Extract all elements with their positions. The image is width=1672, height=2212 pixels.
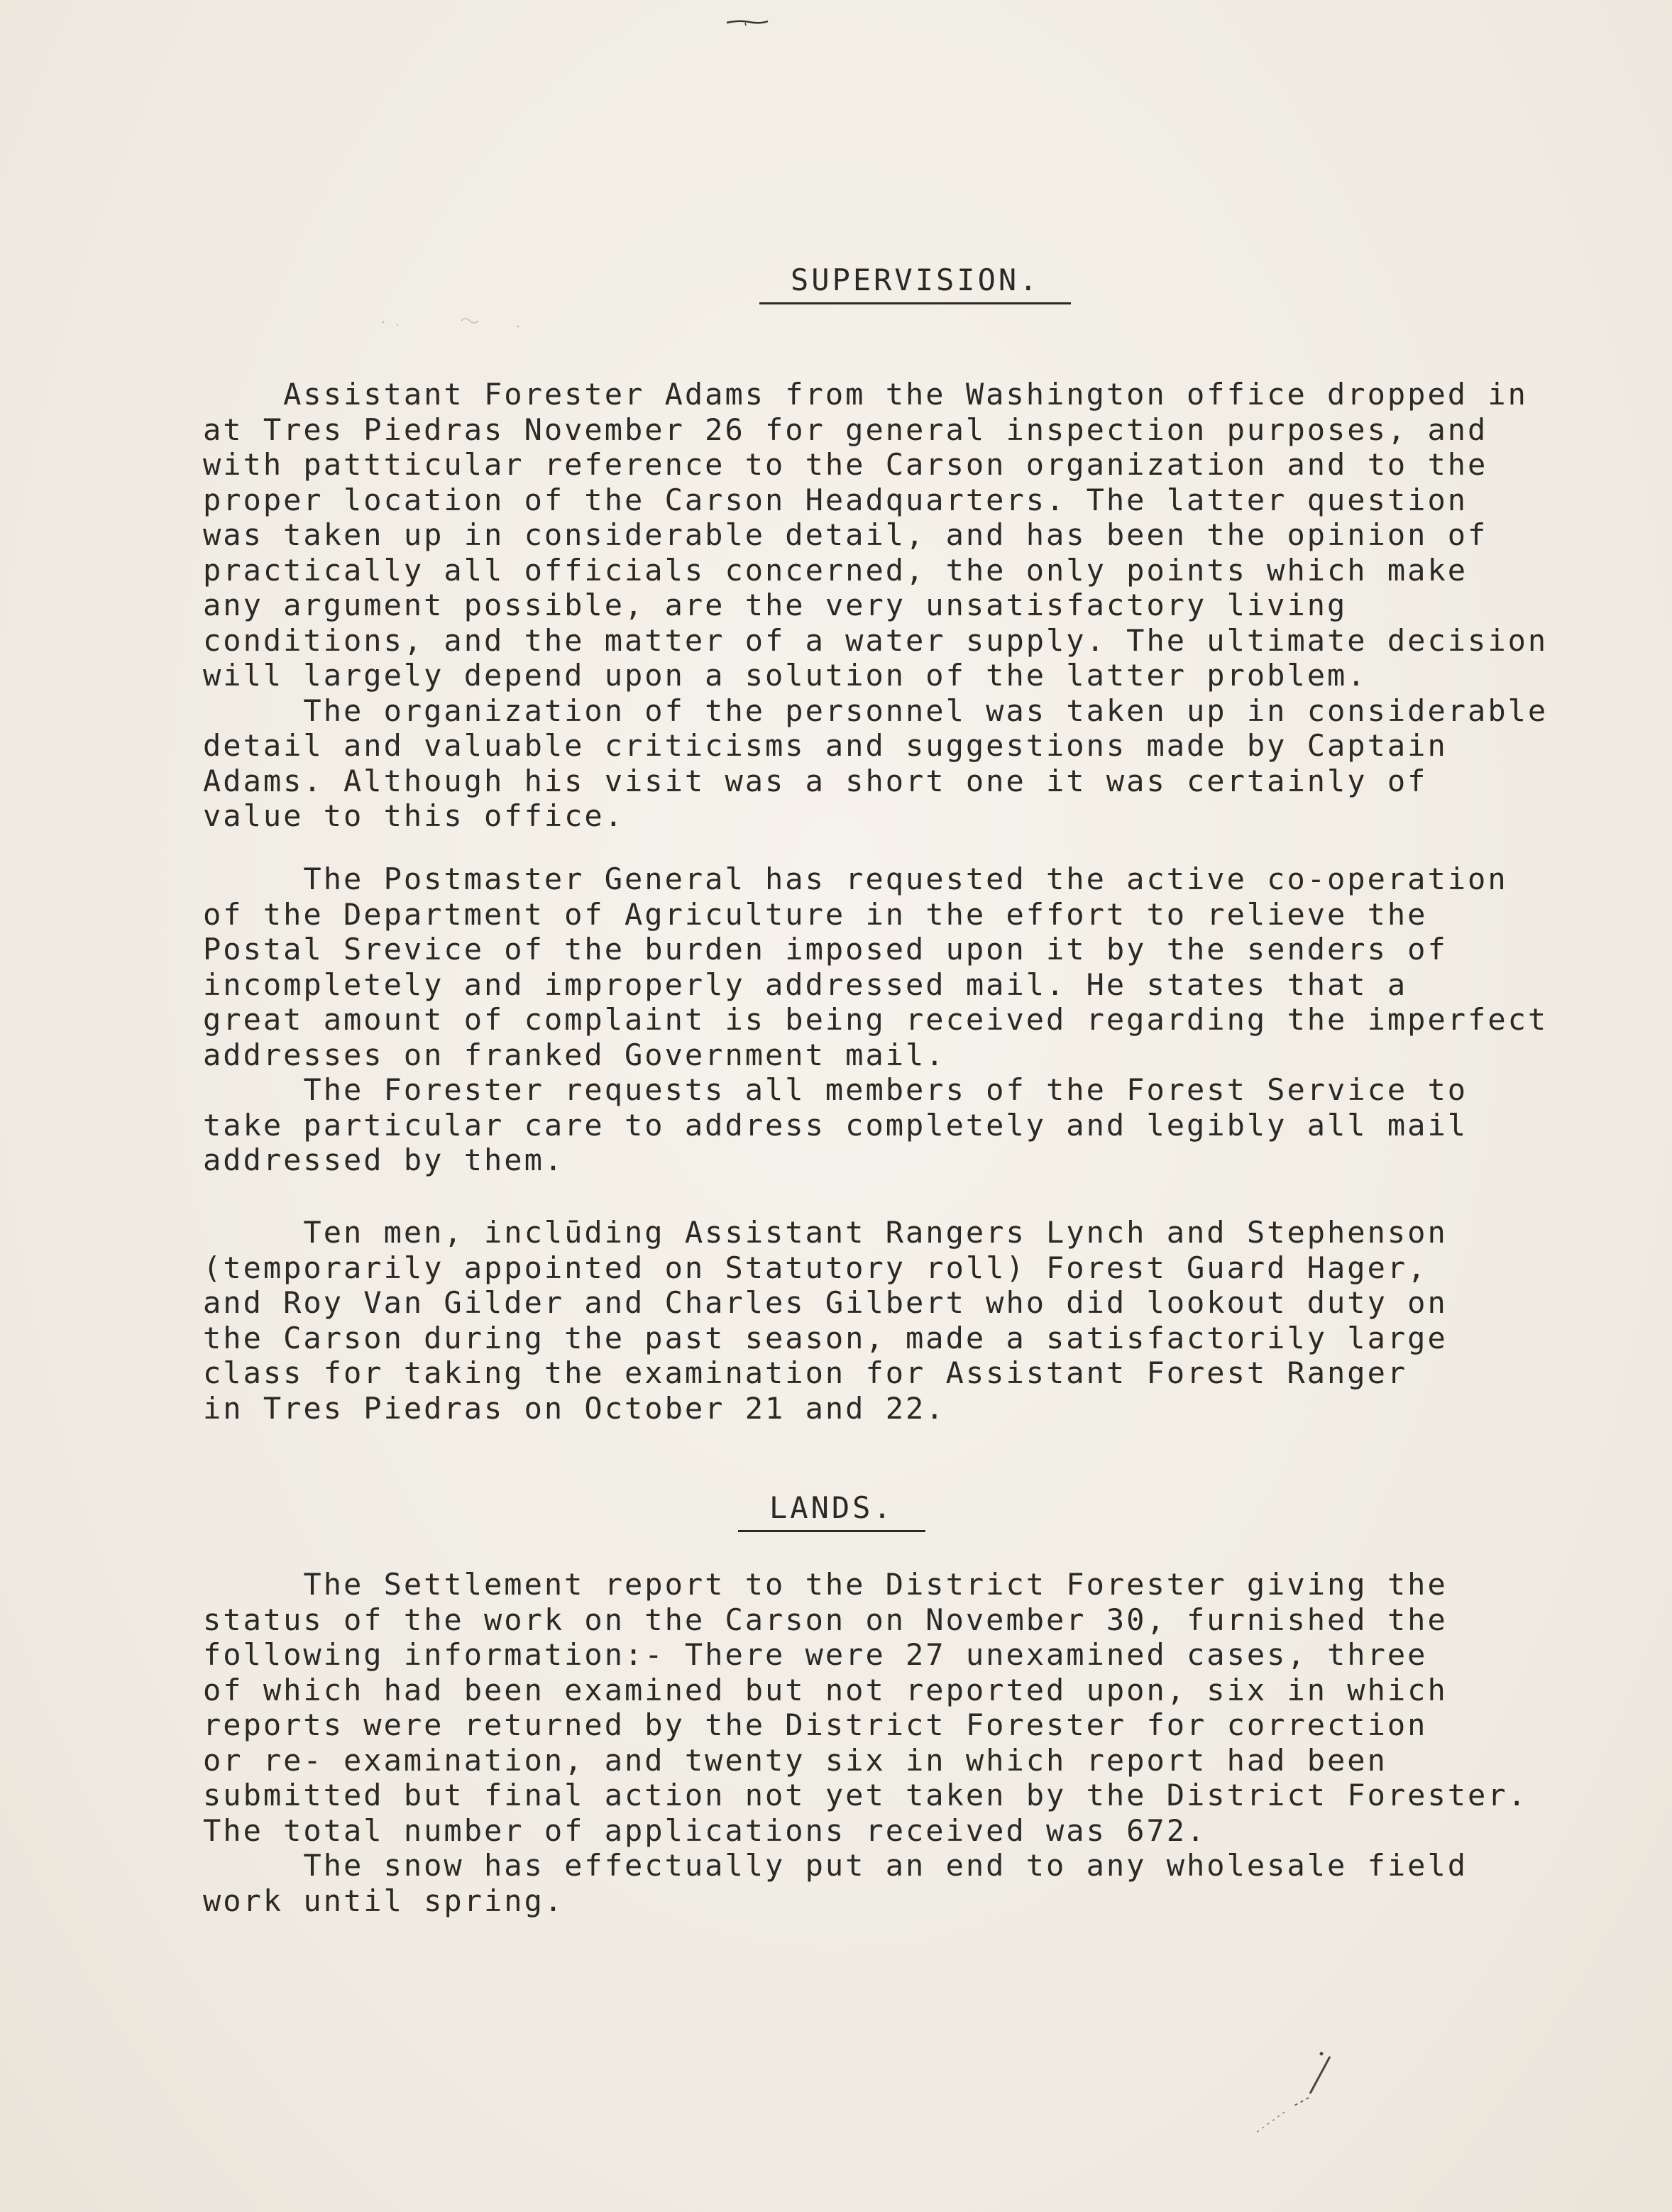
section-heading-supervision xyxy=(759,263,1071,304)
lands-paragraph-settlement: The Settlement report to the District Forester giving the status of the work on the Carson on November 30, furnished the following information:- There were 27 unexamined cases, three of which had been examined but not reported upon, six in which reports were returned by the District Forester for correction or re- examination, and twenty six in which report had been submitted but final action not yet taken by the District Forester. The total number of applications received was 672. The snow has effectually put an end to any wholesale field work until spring. xyxy=(203,1567,1528,1918)
supervision-heading-text: SUPERVISION. xyxy=(759,263,1071,304)
lands-heading-text: LANDS. xyxy=(738,1490,925,1532)
supervision-paragraph-postal: The Postmaster General has requested the active co-operation of the Department of Agriculture in the effort to relieve the Postal Srevice of the burden imposed upon it by the senders of incompletely and improperly addressed mail. He states that a great amount of complaint is being received regarding the imperfect addresses on franked Government mail. The Forester requests all members of the Forest Service to take particular care to address completely and legibly all mail addressed by them. xyxy=(203,862,1549,1177)
pencil-check-mark xyxy=(1225,2051,1338,2143)
supervision-paragraph-examination: Ten men, inclūding Assistant Rangers Lynch and Stephenson (temporarily appointed on Statutory roll) Forest Guard Hager, and Roy Van Gilder and Charles Gilbert who did lookout duty on the Carson during the past season, made a satisfactorily large class for taking the examination for Assistant Forest Ranger in Tres Piedras on October 21 and 22. xyxy=(203,1215,1448,1426)
supervision-paragraph-inspection: Assistant Forester Adams from the Washington office dropped in at Tres Piedras November 26 for general inspection purposes, and with pattticular reference to the Carson organization and to the proper location of the Carson Headquarters. The latter question was taken up in considerable detail, and has been the opinion of practically all officials concerned, the only points which make any argument possible, are the very unsatisfactory living conditions, and the matter of a water supply. The ultimate decision will largely depend upon a solution of the latter problem. The organization of the personnel was taken up in considerable detail and valuable criticisms and suggestions made by Captain Adams. Although his visit was a short one it was certainly of value to this office. xyxy=(203,377,1549,833)
pencil-mark xyxy=(725,18,769,26)
section-heading-lands xyxy=(738,1490,925,1532)
faint-smudge-marks xyxy=(376,312,546,334)
